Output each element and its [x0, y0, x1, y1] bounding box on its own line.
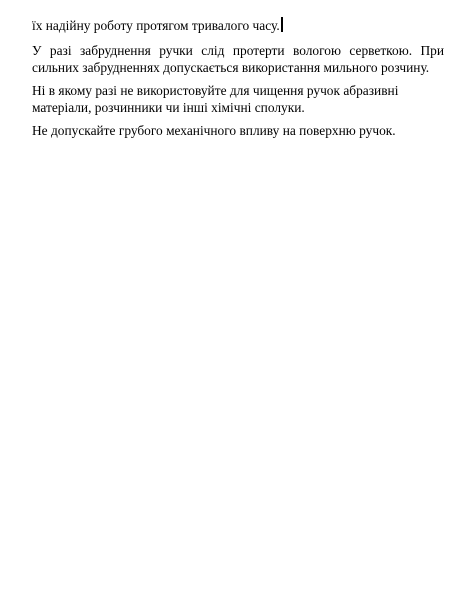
document-body[interactable] [32, 17, 444, 145]
paragraph-2[interactable]: У разі забруднення ручки слід протерти вологою серветкою. При сильних забрудненнях допускається використання мильного розчину. [32, 43, 444, 75]
paragraph-1-text: їх надійну роботу протягом тривалого часу. [32, 18, 280, 33]
paragraph-1[interactable] [32, 17, 444, 34]
paragraph-3[interactable]: Ні в якому разі не використовуйте для чищення ручок абразивні матеріали, розчинники чи інші хімічні сполуки. [32, 83, 399, 115]
text-cursor [281, 17, 283, 32]
paragraph-4[interactable]: Не допускайте грубого механічного впливу на поверхню ручок. [32, 123, 396, 138]
